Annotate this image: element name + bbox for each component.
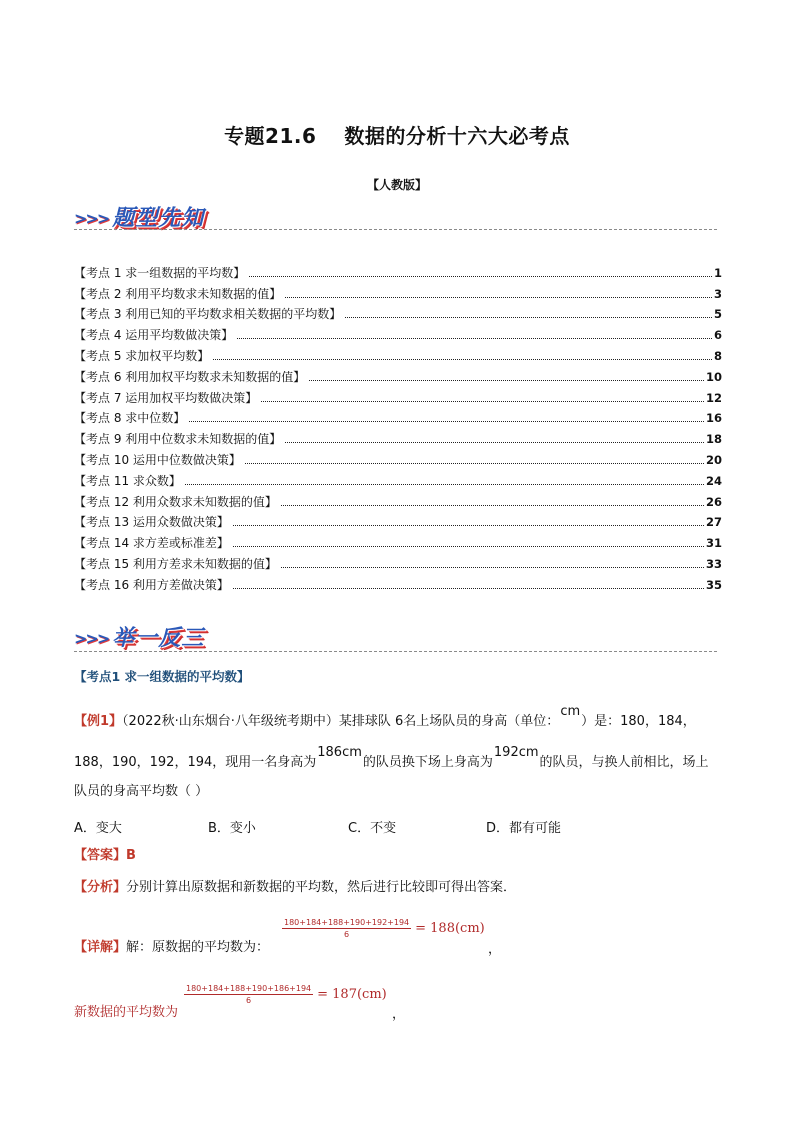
divider [74, 229, 717, 230]
table-of-contents [74, 259, 722, 592]
toc-entry[interactable] [74, 342, 722, 363]
banner-arrows-icon: >>> [74, 209, 109, 228]
toc-entry-page: 10 [705, 369, 722, 384]
answer-tag: 【答案】 [74, 848, 127, 863]
toc-entry-label: 【考点 9 利用中位数求未知数据的值】 [74, 432, 282, 447]
example-tag: 【例1】 [74, 714, 123, 729]
toc-entry[interactable] [74, 405, 722, 426]
option-b: B．变小 [208, 821, 256, 836]
toc-entry[interactable] [74, 446, 722, 467]
toc-leader-dots [309, 380, 704, 381]
toc-entry-page: 26 [705, 494, 722, 509]
fraction-numerator: 180+184+188+190+192+194 [284, 918, 410, 927]
toc-entry-label: 【考点 2 利用平均数求未知数据的值】 [74, 286, 282, 301]
option-d: D．都有可能 [486, 821, 562, 836]
toc-entry-page: 33 [705, 556, 722, 571]
divider [74, 651, 717, 652]
example-text: （2022秋·山东烟台·八年级统考期中）某排球队 6名上场队员的身高（单位： [122, 714, 560, 729]
toc-leader-dots [233, 546, 704, 547]
analysis-text: 分别计算出原数据和新数据的平均数，然后进行比较即可得出答案． [126, 880, 517, 895]
title-number: 专题21.6 [224, 124, 317, 148]
toc-leader-dots [237, 338, 712, 339]
toc-entry-page: 1 [713, 265, 722, 280]
toc-entry-page: 3 [713, 286, 722, 301]
toc-leader-dots [185, 484, 704, 485]
toc-entry-label: 【考点 10 运用中位数做决策】 [74, 452, 241, 467]
toc-leader-dots [285, 442, 704, 443]
toc-entry-label: 【考点 1 求一组数据的平均数】 [74, 265, 246, 280]
toc-entry[interactable] [74, 488, 722, 509]
toc-leader-dots [249, 276, 712, 277]
toc-entry-label: 【考点 5 求加权平均数】 [74, 348, 210, 363]
banner-title: 举一反三 [112, 626, 205, 651]
toc-entry-label: 【考点 15 利用方差求未知数据的值】 [74, 556, 277, 571]
toc-entry[interactable] [74, 509, 722, 530]
example-text: 的队员，与换人前相比，场上 [539, 755, 709, 770]
fraction-denominator: 6 [344, 930, 350, 939]
toc-entry[interactable] [74, 529, 722, 550]
detail-tag: 【详解】 [74, 940, 127, 955]
toc-entry-page: 18 [705, 432, 722, 447]
toc-entry-label: 【考点 11 求众数】 [74, 473, 181, 488]
comma: ， [392, 1007, 406, 1022]
example-text: ）是：180，184， [581, 714, 696, 729]
document-title [0, 120, 794, 149]
example-line-2 [74, 745, 709, 771]
toc-entry-label: 【考点 14 求方差或标准差】 [74, 536, 229, 551]
example-text: 的队员换下场上身高为 [362, 755, 493, 770]
toc-entry-page: 20 [705, 452, 722, 467]
banner-title: 题型先知 [112, 206, 205, 231]
toc-entry-label: 【考点 3 利用已知的平均数求相关数据的平均数】 [74, 307, 342, 322]
toc-entry-page: 6 [713, 328, 722, 343]
fraction [184, 984, 313, 1005]
fraction-numerator: 180+184+188+190+186+194 [186, 984, 312, 993]
banner-question-types [74, 200, 204, 232]
detail-line-1 [74, 940, 269, 956]
toc-leader-dots [189, 421, 704, 422]
formula-new-mean [184, 984, 387, 1005]
height-formula: 192cm [493, 745, 539, 760]
title-text: 数据的分析十六大必考点 [344, 124, 570, 148]
comma: ， [488, 942, 502, 957]
formula-result: = 188(cm) [415, 921, 485, 936]
toc-entry-page: 27 [705, 515, 722, 530]
toc-leader-dots [245, 463, 704, 464]
toc-entry-page: 5 [713, 307, 722, 322]
toc-entry-label: 【考点 13 运用众数做决策】 [74, 515, 229, 530]
banner-arrows-icon: >>> [74, 629, 109, 648]
toc-entry-page: 12 [705, 390, 722, 405]
toc-leader-dots [285, 297, 712, 298]
height-formula: 186cm [317, 745, 362, 760]
toc-entry[interactable] [74, 467, 722, 488]
answer-line [74, 848, 136, 864]
toc-entry-page: 8 [713, 348, 722, 363]
toc-leader-dots [233, 588, 704, 589]
toc-leader-dots [213, 359, 712, 360]
toc-entry[interactable] [74, 280, 722, 301]
toc-entry-label: 【考点 6 利用加权平均数求未知数据的值】 [74, 369, 306, 384]
banner-examples [74, 620, 204, 652]
toc-entry-label: 【考点 7 运用加权平均数做决策】 [74, 390, 258, 405]
toc-entry-label: 【考点 16 利用方差做决策】 [74, 577, 229, 592]
detail-text: 解：原数据的平均数为： [126, 940, 270, 955]
toc-entry[interactable] [74, 550, 722, 571]
toc-entry-page: 31 [705, 536, 722, 551]
analysis-line [74, 880, 516, 896]
toc-entry[interactable] [74, 425, 722, 446]
option-c: C．不变 [348, 821, 397, 836]
toc-leader-dots [281, 567, 704, 568]
detail-line-2: 新数据的平均数为 [74, 1005, 179, 1020]
edition-label: 【人教版】 [366, 178, 427, 192]
toc-entry-label: 【考点 4 运用平均数做决策】 [74, 328, 234, 343]
toc-entry[interactable] [74, 571, 722, 592]
toc-leader-dots [261, 401, 704, 402]
toc-entry[interactable] [74, 321, 722, 342]
fraction [282, 918, 411, 939]
toc-entry-page: 16 [705, 411, 722, 426]
section-heading: 【考点1 求一组数据的平均数】 [74, 669, 250, 684]
formula-original-mean [282, 918, 485, 939]
fraction-denominator: 6 [246, 996, 252, 1005]
toc-entry-label: 【考点 12 利用众数求未知数据的值】 [74, 494, 277, 509]
unit-formula: cm [560, 704, 581, 719]
formula-result: = 187(cm) [317, 987, 387, 1002]
example-line-3: 队员的身高平均数（ ） [74, 784, 209, 799]
toc-entry[interactable] [74, 384, 722, 405]
toc-leader-dots [345, 317, 712, 318]
toc-entry[interactable] [74, 363, 722, 384]
toc-entry[interactable] [74, 301, 722, 322]
toc-entry-page: 24 [705, 473, 722, 488]
toc-entry-label: 【考点 8 求中位数】 [74, 411, 186, 426]
example-text: 188，190，192，194，现用一名身高为 [74, 755, 317, 770]
toc-leader-dots [233, 525, 704, 526]
toc-leader-dots [281, 505, 704, 506]
toc-entry-page: 35 [705, 577, 722, 592]
analysis-tag: 【分析】 [74, 880, 127, 895]
example-line-1 [74, 704, 696, 730]
toc-entry[interactable] [74, 259, 722, 280]
answer-value: B [126, 848, 136, 863]
option-a: A．变大 [74, 821, 122, 836]
